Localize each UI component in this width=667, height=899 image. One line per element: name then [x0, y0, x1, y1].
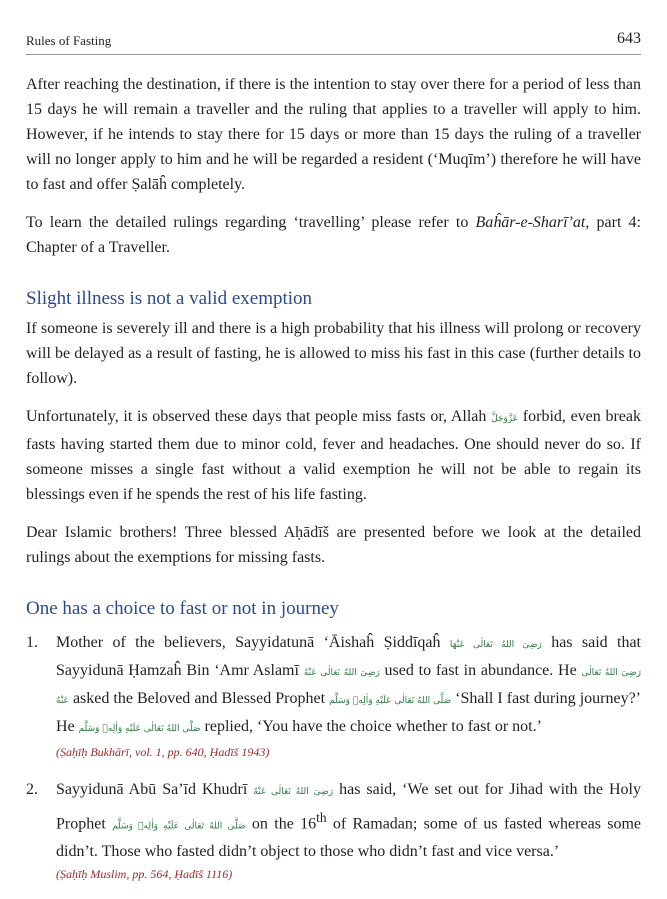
page-header [26, 28, 641, 55]
list-item-text [56, 777, 641, 864]
text-run: replied, ‘You have the choice whether to fast or not.’ [200, 718, 542, 735]
arabic-honorific: رَضِیَ اللهُ تَعَالٰی عَنْهُ [56, 668, 642, 706]
list-item-text [56, 630, 641, 742]
book-title: Baĥār-e-Sharī’at [475, 214, 586, 231]
text-run: of Ramadan; some of us fasted whereas some didn’t. Those who fasted didn’t object to those who didn’t fast and vice versa.’ [56, 815, 642, 861]
list-item [26, 777, 641, 883]
arabic-honorific: رَضِیَ اللهُ تَعَالٰی عَنْهُ [253, 787, 334, 797]
arabic-honorific: عَزَّوَجَلَّ [491, 414, 519, 424]
text-run: used to fast in abundance. He [379, 662, 582, 679]
hadis-reference: (Ṣaḥīḥ Bukhārī, vol. 1, pp. 640, Ḥadīš 1943) [56, 745, 270, 759]
text-run: on the 16 [245, 815, 317, 833]
running-title: Rules of Fasting [26, 33, 112, 48]
arabic-honorific: رَضِیَ اللهُ تَعَالٰی عَنْهَا [449, 640, 542, 650]
page-body [26, 72, 641, 899]
page-number: 643 [617, 30, 641, 47]
ordinal-suffix: th [316, 810, 327, 825]
text-run: asked the Beloved and Blessed Prophet [68, 690, 330, 707]
text-run: Sayyidunā Abū Sa’īd Khudrī [56, 781, 254, 798]
arabic-honorific: صَلَّی اللهُ تَعَالٰی عَلَیْهِ وَاٰلِهٖ وَسَلَّم [78, 724, 201, 734]
section-heading-journey: One has a choice to fast or not in journey [26, 598, 339, 619]
paragraph-reference [26, 210, 641, 260]
paragraph-text: forbid, even break fasts having started them due to minor cold, fever and headaches. One should never do so. If someone misses a single fast without a valid exemption he will not be able to regain its blessings even if he spends the rest of his life fasting. [26, 408, 641, 503]
paragraph-text: To learn the detailed rulings regarding ‘travelling’ please refer to [26, 214, 476, 231]
list-item [26, 630, 641, 761]
text-run: Mother of the believers, Sayyidatunā ‘Āishaĥ Ṣiddīqaĥ [56, 634, 450, 651]
paragraph-text: , part 4: Chapter of a Traveller. [26, 214, 641, 256]
arabic-honorific: صَلَّی اللهُ تَعَالٰی عَلَیْهِ وَاٰلِهٖ وَسَلَّم [112, 821, 246, 832]
list-item-number: 2. [26, 781, 38, 798]
paragraph-destination-ruling: After reaching the destination, if there is the intention to stay over there for a period of less than 15 days he will remain a traveller and the ruling that applies to a traveller will apply to him. However, if he intends to stay there for 15 days or more than 15 days the ruling of a traveller will no longer apply to him and he will be regarded a resident (‘Muqīm’) therefore he will have to fast and offer Ṣalāĥ completely. [26, 76, 641, 193]
text-run: has said that Sayyidunā Ḥamzaĥ Bin ‘Amr Aslamī [56, 634, 641, 679]
paragraph-ahadis-intro: Dear Islamic brothers! Three blessed Aḥādīš are presented before we look at the detailed rulings about the exemptions for missing fasts. [26, 524, 641, 566]
text-run: has said, ‘We set out for Jihad with the Holy Prophet [56, 781, 641, 833]
hadis-reference: (Ṣaḥīḥ Muslim, pp. 564, Ḥadīš 1116) [56, 867, 233, 882]
section-heading-illness: Slight illness is not a valid exemption [26, 288, 313, 309]
arabic-honorific: صَلَّی اللهُ تَعَالٰی عَلَیْهِ وَاٰلِهٖ وَسَلَّم [329, 696, 452, 706]
list-item-number: 1. [26, 634, 38, 651]
paragraph-text: Unfortunately, it is observed these days that people miss fasts or, Allah [26, 408, 492, 425]
arabic-honorific: رَضِیَ اللهُ تَعَالٰی عَنْهُ [303, 668, 380, 678]
paragraph-minor-illness [26, 404, 641, 507]
text-run: ‘Shall I fast during journey?’ He [56, 690, 642, 735]
paragraph-severe-illness: If someone is severely ill and there is a high probability that his illness will prolong or recovery will be delayed as a result of fasting, he is allowed to miss his fast in this case (further details to follow). [26, 320, 641, 387]
hadis-list [26, 630, 641, 883]
